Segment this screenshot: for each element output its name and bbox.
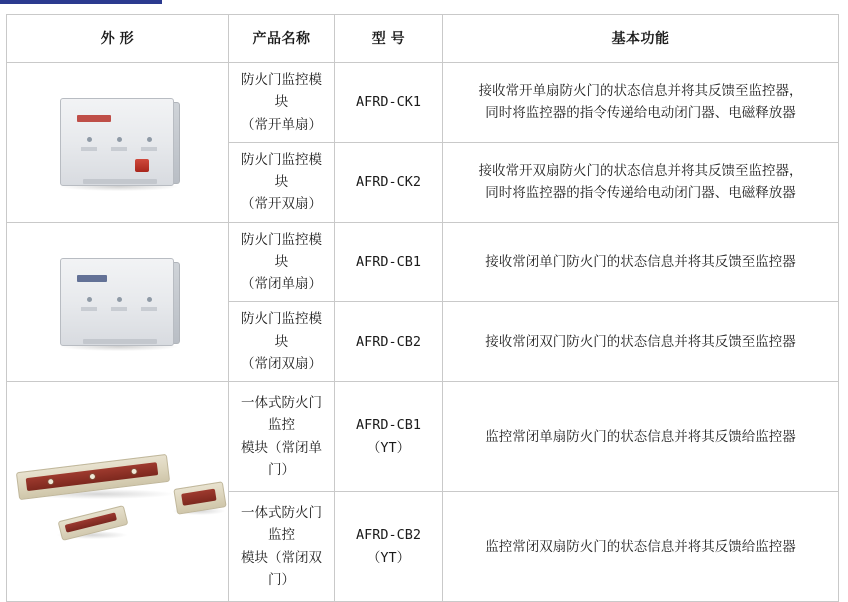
product-name-line2: 模块（常闭双门） bbox=[241, 549, 322, 587]
table-row bbox=[7, 63, 839, 143]
cell-product-name bbox=[229, 302, 335, 382]
table-row bbox=[7, 382, 839, 492]
cell-product-function bbox=[443, 142, 839, 222]
product-spec-table-wrapper bbox=[6, 14, 838, 602]
product-name-line2: （常开单扇） bbox=[241, 116, 322, 132]
cell-product-model: AFRD-CB1 bbox=[335, 222, 443, 302]
cell-product-model: AFRD-CB1（YT） bbox=[335, 382, 443, 492]
product-name-line2: （常开双扇） bbox=[241, 196, 322, 212]
indicator-led-icon bbox=[117, 297, 122, 302]
manufacturer-text-strip bbox=[83, 179, 157, 184]
reset-button-icon bbox=[135, 159, 149, 172]
column-header-name: 产品名称 bbox=[229, 15, 335, 63]
cell-product-function bbox=[443, 63, 839, 143]
manufacturer-text-strip bbox=[83, 339, 157, 344]
cell-product-function: 接收常闭双门防火门的状态信息并将其反馈至监控器 bbox=[443, 302, 839, 382]
table-header-row bbox=[7, 15, 839, 63]
cell-product-name bbox=[229, 382, 335, 492]
function-line1: 接收常开双扇防火门的状态信息并将其反馈至监控器， bbox=[478, 162, 803, 178]
bar-stripe bbox=[181, 488, 216, 505]
mounting-hole-icon bbox=[48, 479, 54, 485]
product-name-line1: 一体式防火门监控 bbox=[241, 505, 322, 543]
panel-label bbox=[111, 307, 127, 311]
enclosure-front bbox=[60, 258, 174, 346]
wall-mount-module-illustration bbox=[54, 250, 182, 354]
column-header-model: 型 号 bbox=[335, 15, 443, 63]
product-spec-table bbox=[6, 14, 839, 602]
product-name-line2: （常闭双扇） bbox=[241, 355, 322, 371]
column-header-shape: 外 形 bbox=[7, 15, 229, 63]
integrated-bar-module-illustration bbox=[15, 427, 220, 557]
product-name-line1: 防火门监控模块 bbox=[241, 231, 322, 269]
column-header-function: 基本功能 bbox=[443, 15, 839, 63]
mounting-hole-icon bbox=[131, 468, 137, 474]
panel-label bbox=[141, 307, 157, 311]
product-name-line1: 一体式防火门监控 bbox=[241, 395, 322, 433]
cell-product-function: 接收常闭单门防火门的状态信息并将其反馈至监控器 bbox=[443, 222, 839, 302]
cell-product-model: AFRD-CK2 bbox=[335, 142, 443, 222]
cell-product-name bbox=[229, 222, 335, 302]
indicator-led-icon bbox=[117, 137, 122, 142]
indicator-led-icon bbox=[87, 297, 92, 302]
cell-product-name bbox=[229, 63, 335, 143]
cell-product-function: 监控常闭双扇防火门的状态信息并将其反馈给监控器 bbox=[443, 492, 839, 602]
cell-product-model: AFRD-CB2 bbox=[335, 302, 443, 382]
product-name-line1: 防火门监控模块 bbox=[241, 72, 322, 110]
panel-label bbox=[81, 147, 97, 151]
bar-stripe bbox=[65, 512, 117, 532]
mounting-hole-icon bbox=[90, 473, 96, 479]
brand-logo-mark bbox=[77, 275, 107, 282]
cell-product-model: AFRD-CB2（YT） bbox=[335, 492, 443, 602]
product-name-line2: （常闭单扇） bbox=[241, 276, 322, 292]
indicator-led-icon bbox=[147, 297, 152, 302]
accent-rule bbox=[0, 0, 162, 4]
product-image-wall-mount-open bbox=[7, 63, 229, 223]
enclosure-front bbox=[60, 98, 174, 186]
table-row bbox=[7, 222, 839, 302]
panel-label bbox=[81, 307, 97, 311]
function-line1: 接收常开单扇防火门的状态信息并将其反馈至监控器， bbox=[478, 83, 803, 99]
cell-product-function: 监控常闭单扇防火门的状态信息并将其反馈给监控器 bbox=[443, 382, 839, 492]
brand-logo-mark bbox=[77, 115, 111, 122]
product-image-integrated-bar bbox=[7, 382, 229, 602]
function-line2: 同时将监控器的指令传递给电动闭门器、电磁释放器 bbox=[485, 185, 796, 201]
product-image-wall-mount-closed bbox=[7, 222, 229, 382]
indicator-led-icon bbox=[147, 137, 152, 142]
cell-product-name bbox=[229, 142, 335, 222]
wall-mount-module-illustration bbox=[54, 90, 182, 194]
product-name-line1: 防火门监控模块 bbox=[241, 151, 322, 190]
panel-label bbox=[141, 147, 157, 151]
product-name-line2: 模块（常闭单门） bbox=[241, 439, 322, 477]
cell-product-model: AFRD-CK1 bbox=[335, 63, 443, 143]
cell-product-name bbox=[229, 492, 335, 602]
product-name-line1: 防火门监控模块 bbox=[241, 311, 322, 349]
indicator-led-icon bbox=[87, 137, 92, 142]
function-line2: 同时将监控器的指令传递给电动闭门器、电磁释放器 bbox=[485, 105, 796, 121]
panel-label bbox=[111, 147, 127, 151]
